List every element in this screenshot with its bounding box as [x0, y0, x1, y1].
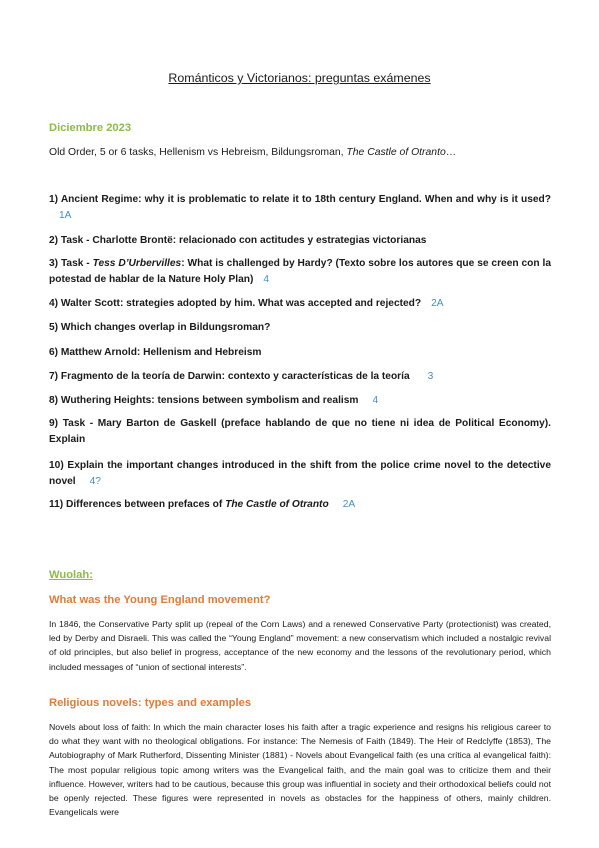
question-4: 4) Walter Scott: strategies adopted by him. What was accepted and rejected? 2A [49, 298, 444, 309]
young-england-paragraph: In 1846, the Conservative Party split up (repeal of the Corn Laws) and a renewed Conservative Party (protectionist) was created, led by Derby and Disraeli. This was called the “Young England” movement: a new conservatism which included a nostalgic revival of old principles, but also belief in progress, acceptance of the new economy and the lessons of the revolutionary period, which included messages of “union of sectional interests”. [49, 619, 551, 672]
wuolah-label: Wuolah: [49, 569, 93, 581]
question-6: 6) Matthew Arnold: Hellenism and Hebreism [49, 347, 262, 358]
december-heading: Diciembre 2023 [49, 122, 132, 134]
question-10: 10) Explain the important changes introduced in the shift from the police crime novel to the detective novel 4? [49, 460, 551, 487]
question-3: 3) Task - Tess D’Urbervilles: What is challenged by Hardy? (Texto sobre los autores que se creen con la potestad de hablar de la Nature Holy Plan) 4 [49, 258, 552, 285]
question-note: 2A [342, 499, 356, 510]
question-9: 9) Task - Mary Barton de Gaskell (preface hablando de que no tiene ni idea de Political Economy). Explain [49, 418, 551, 445]
question-note: 4 [372, 395, 379, 406]
question-11: 11) Differences between prefaces of The Castle of Otranto 2A [49, 499, 356, 510]
question-1: 1) Ancient Regime: why it is problematic to relate it to 18th century England. When and why is it used?1A [49, 194, 551, 221]
question-note: 4 [263, 273, 270, 285]
question-8: 8) Wuthering Heights: tensions between symbolism and realism 4 [49, 395, 379, 406]
question-note: 4? [89, 475, 101, 487]
page-title: Románticos y Victorianos: preguntas exámenes [168, 71, 431, 85]
question-5: 5) Which changes overlap in Bildungsroman? [49, 322, 271, 333]
young-england-heading: What was the Young England movement? [49, 594, 271, 606]
question-note: 3 [427, 371, 434, 382]
question-note: 2A [431, 298, 444, 309]
summary-suffix: … [445, 147, 457, 158]
religious-novels-heading: Religious novels: types and examples [49, 697, 252, 709]
question-2: 2) Task - Charlotte Brontë: relacionado con actitudes y estrategias victorianas [49, 235, 427, 246]
question-7: 7) Fragmento de la teoría de Darwin: contexto y características de la teoría 3 [49, 371, 434, 382]
summary-italic: The Castle of Otranto [346, 147, 446, 158]
summary-prefix: Old Order, 5 or 6 tasks, Hellenism vs Hebreism, Bildungsroman, [49, 147, 347, 158]
question-note: 1A [59, 209, 72, 221]
religious-novels-paragraph: Novels about loss of faith: In which the main character loses his faith after a tragic experience and resigns his religious career to do what they want with no theological obligations. For instance: The Nemesis of Faith (1849). The Heir of Redclyffe (1853), The Autobiography of Mark Rutherford, Dissenting Minister (1881) - Novels about Evangelical faith (es una crítica al evangelical faith): The most popular religious topic among writers was the Evangelical faith, and the main goal was to criticize them and their influence. However, writers had to be cautious, because this group was influential in society and their orthodoxical beliefs could not be openly rejected. These figures were represented in novels as obstacles for the happiness of others, mainly children. Evangelicals were [49, 722, 551, 818]
december-summary [49, 147, 456, 158]
